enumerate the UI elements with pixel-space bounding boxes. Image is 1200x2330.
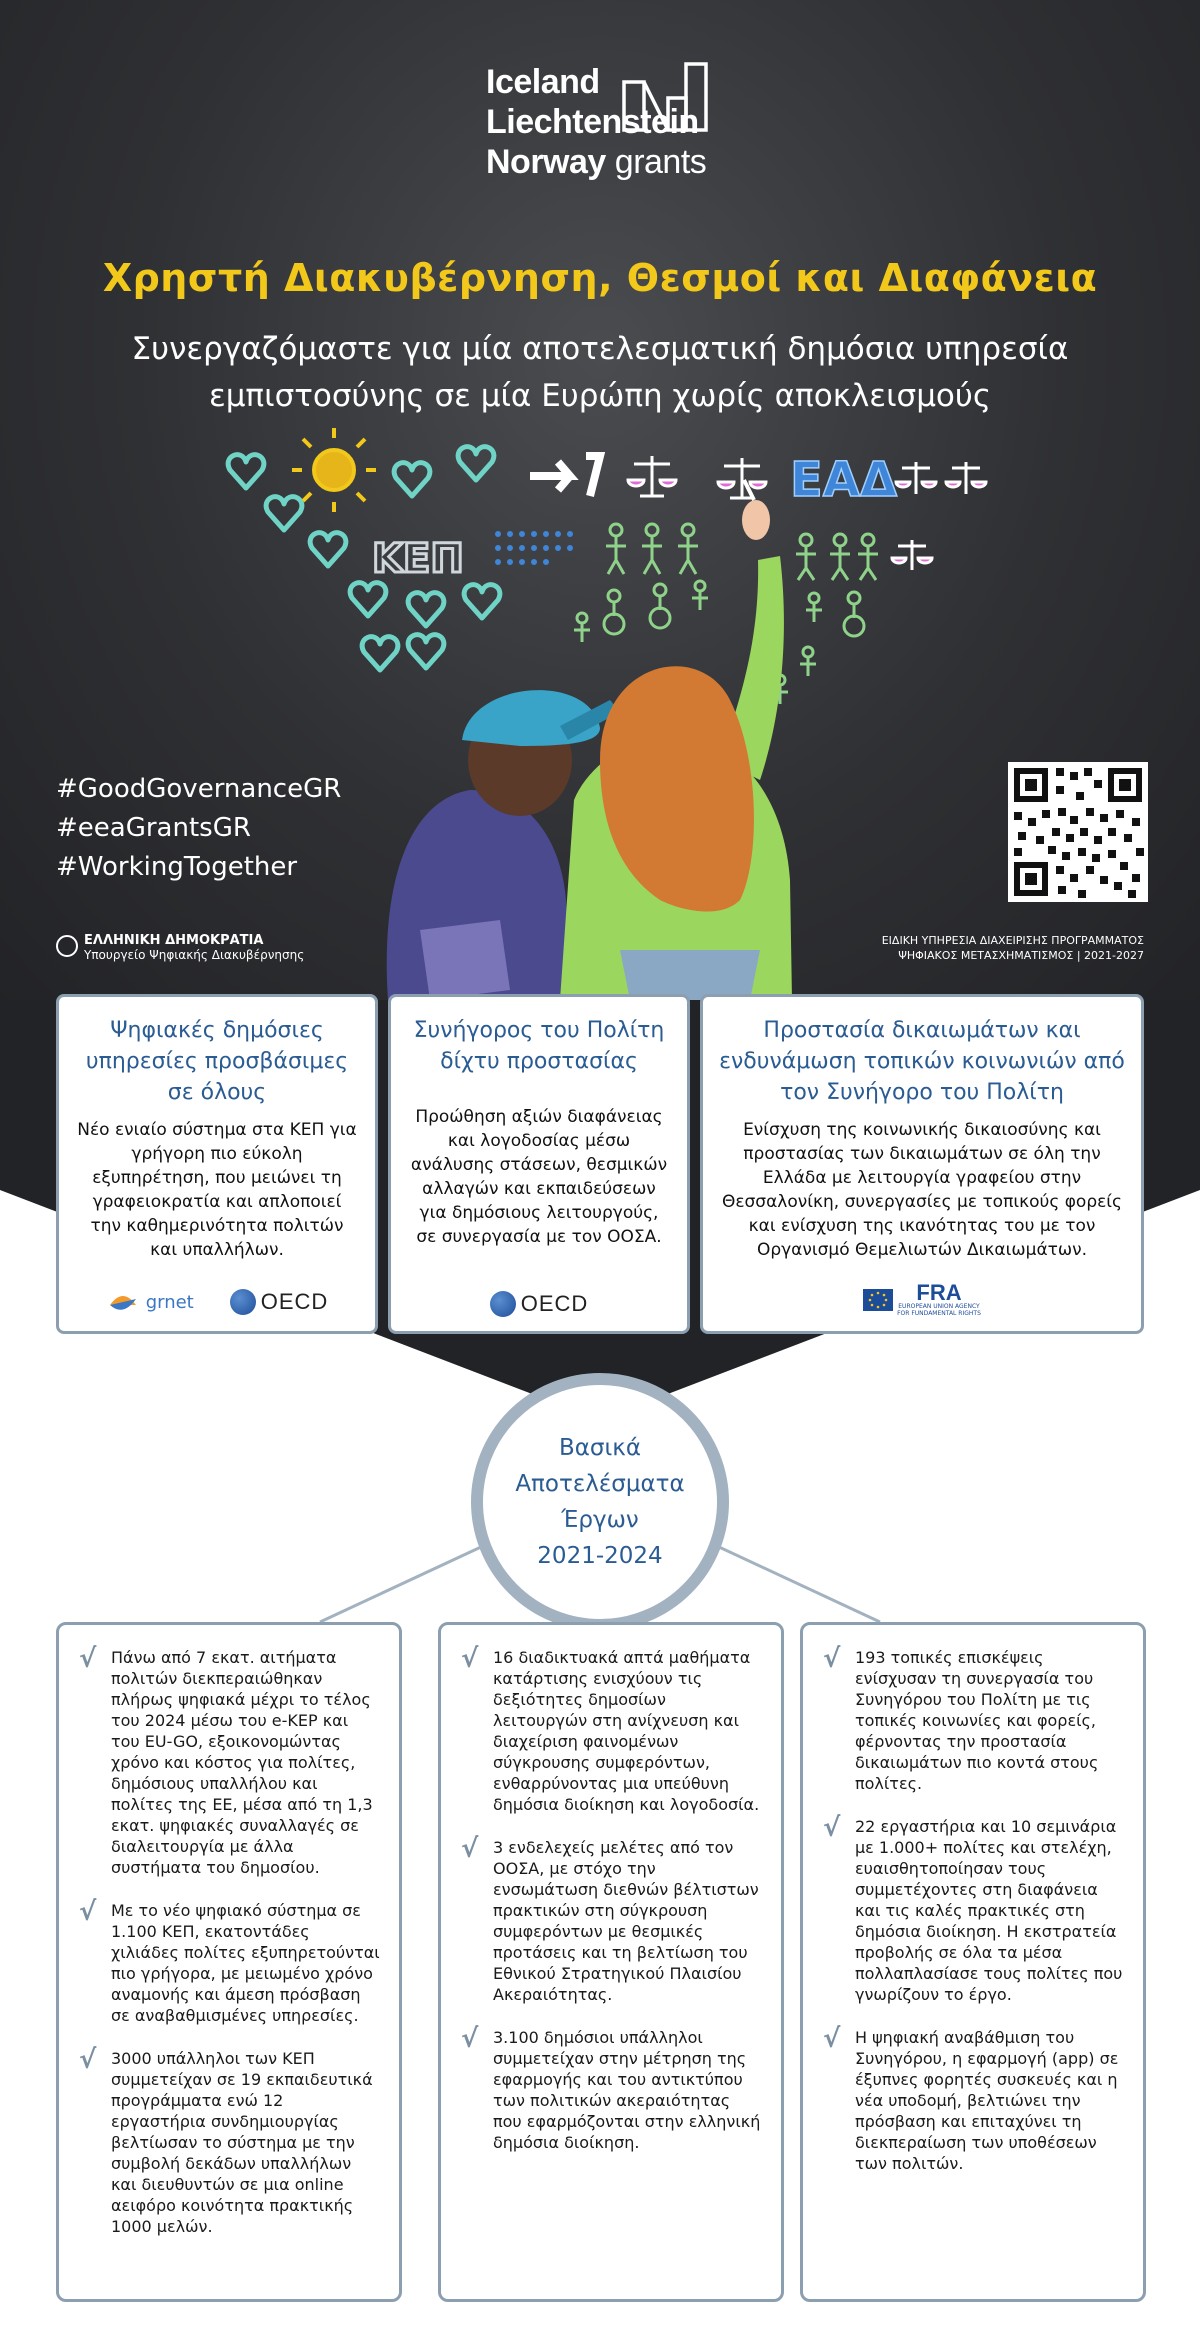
check-icon: √ bbox=[79, 1897, 97, 1927]
check-icon: √ bbox=[461, 1644, 479, 1674]
card-title: Ψηφιακές δημόσιες υπηρεσίες προσβάσιμες σε όλους bbox=[85, 1018, 349, 1105]
result-item bbox=[823, 1644, 1125, 1794]
check-icon: √ bbox=[461, 1834, 479, 1864]
subtitle-line-1: Συνεργαζόμαστε για μία αποτελεσματική δημόσια υπηρεσία bbox=[131, 331, 1069, 367]
fra-sub-2: FOR FUNDAMENTAL RIGHTS bbox=[897, 1310, 981, 1317]
card-body: Νέο ενιαίο σύστημα στα ΚΕΠ για γρήγορη πιο εύκολη εξυπηρέτηση, που μειώνει τη γραφειοκρατία και απλοποιεί την καθημερινότητα πολιτών και υπαλλήλων. bbox=[77, 1120, 357, 1260]
logo-line-1: Iceland bbox=[486, 63, 600, 101]
oecd-label: OECD bbox=[260, 1289, 329, 1314]
result-item bbox=[79, 1644, 381, 1878]
check-icon: √ bbox=[823, 1813, 841, 1843]
result-item bbox=[79, 2045, 381, 2237]
result-text: 22 εργαστήρια και 10 σεμινάρια με 1.000+ πολίτες και στελέχη, ευαισθητοποίησαν τους συμμετέχοντες στη διαφάνεια και τις καλές πρακτικές στη δημόσια διοίκηση. Η εκστρατεία προβολής σε όλα τα μέσα πολλαπλασίασε τους πολίτες που γνωρίζουν το έργο. bbox=[855, 1817, 1123, 2004]
check-icon: √ bbox=[823, 1644, 841, 1674]
results-badge bbox=[471, 1373, 729, 1631]
card-body: Ενίσχυση της κοινωνικής δικαιοσύνης και προστασίας των δικαιωμάτων σε όλη την Ελλάδα με λειτουργία γραφείου στην Θεσσαλονίκη, συνεργασίες με τοπικούς φορείς και ενίσχυση της ικανότητας του με τον Οργανισμό Θεμελιωτών Δικαιωμάτων. bbox=[721, 1120, 1123, 1260]
eyd-line-1: ΕΙΔΙΚΗ ΥΠΗΡΕΣΙΑ ΔΙΑΧΕΙΡΙΣΗΣ ΠΡΟΓΡΑΜΜΑΤΟΣ bbox=[881, 934, 1144, 947]
results-panel bbox=[438, 1622, 784, 2302]
check-icon: √ bbox=[79, 2045, 97, 2075]
chalk-kep: ΚΕΠ bbox=[372, 536, 464, 582]
results-panel bbox=[800, 1622, 1146, 2302]
results-line-3: Έργων bbox=[561, 1507, 639, 1533]
result-text: 3.100 δημόσιοι υπάλληλοι συμμετείχαν στην μέτρηση της εφαρμογής και του αντικτύπου των πολιτικών ακεραιότητας που εφαρμόζονται στην ελληνική δημόσια διοίκηση. bbox=[493, 2028, 761, 2152]
results-line-2: Αποτελέσματα bbox=[515, 1471, 685, 1497]
gov-ministry: Υπουργείο Ψηφιακής Διακυβέρνησης bbox=[84, 948, 305, 962]
hashtag[interactable]: #GoodGovernanceGR bbox=[56, 774, 342, 804]
result-text: Πάνω από 7 εκατ. αιτήματα πολιτών διεκπεραιώθηκαν πλήρως ψηφιακά μέχρι το τέλος του 2024 μέσω του e-ΚΕΡ και του EU-GO, εξοικονομώντας χρόνο και κόστος για πολίτες, δημόσιους υπαλλήλου και πολίτες της ΕΕ, μέσα από τη 1,3 εκατ. ψηφιακές συναλλαγές σε διαλειτουργία με άλλα συστήματα του δημοσίου. bbox=[111, 1648, 373, 1877]
result-item bbox=[79, 1897, 381, 2026]
eyd-line-2: ΨΗΦΙΑΚΟΣ ΜΕΤΑΣΧΗΜΑΤΙΣΜΟΣ | 2021-2027 bbox=[898, 949, 1144, 962]
hashtag[interactable]: #eeaGrantsGR bbox=[56, 813, 251, 843]
result-text: Η ψηφιακή αναβάθμιση του Συνηγόρου, η εφαρμογή (app) σε έξυπνες φορητές συσκευές και η νέα υποδομή, βελτιώνει την πρόσβαση και επιταχύνει τη διεκπεραίωση των υποθέσεων των πολιτών. bbox=[855, 2028, 1119, 2173]
results-panel bbox=[56, 1622, 402, 2302]
check-icon: √ bbox=[461, 2024, 479, 2054]
logo-grants: grants bbox=[614, 143, 707, 181]
oecd-label: OECD bbox=[520, 1291, 589, 1316]
result-item bbox=[823, 2024, 1125, 2174]
hashtag[interactable]: #WorkingTogether bbox=[56, 852, 298, 882]
card-body: Προώθηση αξιών διαφάνειας και λογοδοσίας μέσω ανάλυσης στάσεων, θεσμικών αλλαγών και εκπαιδεύσεων για δημόσιους λειτουργούς, σε συνεργασία με τον ΟΟΣΑ. bbox=[410, 1107, 668, 1247]
fra-sub-1: EUROPEAN UNION AGENCY bbox=[898, 1303, 980, 1310]
result-item bbox=[461, 1834, 763, 2005]
result-item bbox=[461, 1644, 763, 1815]
result-text: 16 διαδικτυακά απτά μαθήματα κατάρτισης ενισχύουν τις δεξιότητες δημοσίων λειτουργών στη ανίχνευση και διαχείριση φαινομένων σύγκρουσης συμφερόντων, ενθαρρύνοντας μια υπεύθυνη δημόσια διοίκηση και λογοδοσία. bbox=[493, 1648, 760, 1814]
subtitle-line-2: εμπιστοσύνης σε μία Ευρώπη χωρίς αποκλεισμούς bbox=[208, 378, 992, 414]
result-text: 193 τοπικές επισκέψεις ενίσχυσαν τη συνεργασία του Συνηγόρου του Πολίτη με τις τοπικές κοινωνίες και φορείς, φέρνοντας την προστασία δικαιωμάτων πιο κοντά στους πολίτες. bbox=[855, 1648, 1099, 1793]
grnet-label: grnet bbox=[145, 1291, 194, 1313]
chalk-eaa: ΕΑΔ bbox=[790, 452, 898, 508]
card-title: Προστασία δικαιωμάτων και ενδυνάμωση τοπικών κοινωνιών από τον Συνήγορο του Πολίτη bbox=[719, 1018, 1125, 1105]
logo-norway: Norway bbox=[486, 143, 606, 181]
check-icon: √ bbox=[79, 1644, 97, 1674]
gov-name: ΕΛΛΗΝΙΚΗ ΔΗΜΟΚΡΑΤΙΑ bbox=[84, 933, 264, 948]
page-title: Χρηστή Διακυβέρνηση, Θεσμοί και Διαφάνεια bbox=[102, 256, 1098, 300]
result-text: 3000 υπάλληλοι των ΚΕΠ συμμετείχαν σε 19 εκπαιδευτικά προγράμματα ενώ 12 εργαστήρια συνδημιουργίας βελτίωσαν το σύστημα με την συμβολή δεκάδων υπαλλήλων και διευθυντών σε μια online αειφόρο κοινότητα πρακτικής 1000 μελών. bbox=[111, 2049, 373, 2236]
result-text: 3 ενδελεχείς μελέτες από τον ΟΟΣΑ, με στόχο την ενσωμάτωση διεθνών βέλτιστων πρακτικών στη σύγκρουση συμφερόντων με θεσμικές προτάσεις και τη βελτίωση του Εθνικού Στρατηγικού Πλαισίου Ακεραιότητας. bbox=[493, 1838, 759, 2004]
logo-line-2: Liechtenstein bbox=[486, 103, 699, 141]
fra-label: FRA bbox=[916, 1280, 962, 1305]
result-item bbox=[823, 1813, 1125, 2005]
results-line-1: Βασικά bbox=[558, 1435, 641, 1461]
result-text: Με το νέο ψηφιακό σύστημα σε 1.100 ΚΕΠ, εκατοντάδες χιλιάδες πολίτες εξυπηρετούνται πιο γρήγορα, με μειωμένο χρόνο αναμονής και άμεση πρόσβαση σε αναβαθμισμένες υπηρεσίες. bbox=[111, 1901, 380, 2025]
check-icon: √ bbox=[823, 2024, 841, 2054]
card-title: Συνήγορος του Πολίτη δίχτυ προστασίας bbox=[413, 1018, 665, 1074]
result-item bbox=[461, 2024, 763, 2153]
results-line-4: 2021-2024 bbox=[537, 1543, 663, 1569]
